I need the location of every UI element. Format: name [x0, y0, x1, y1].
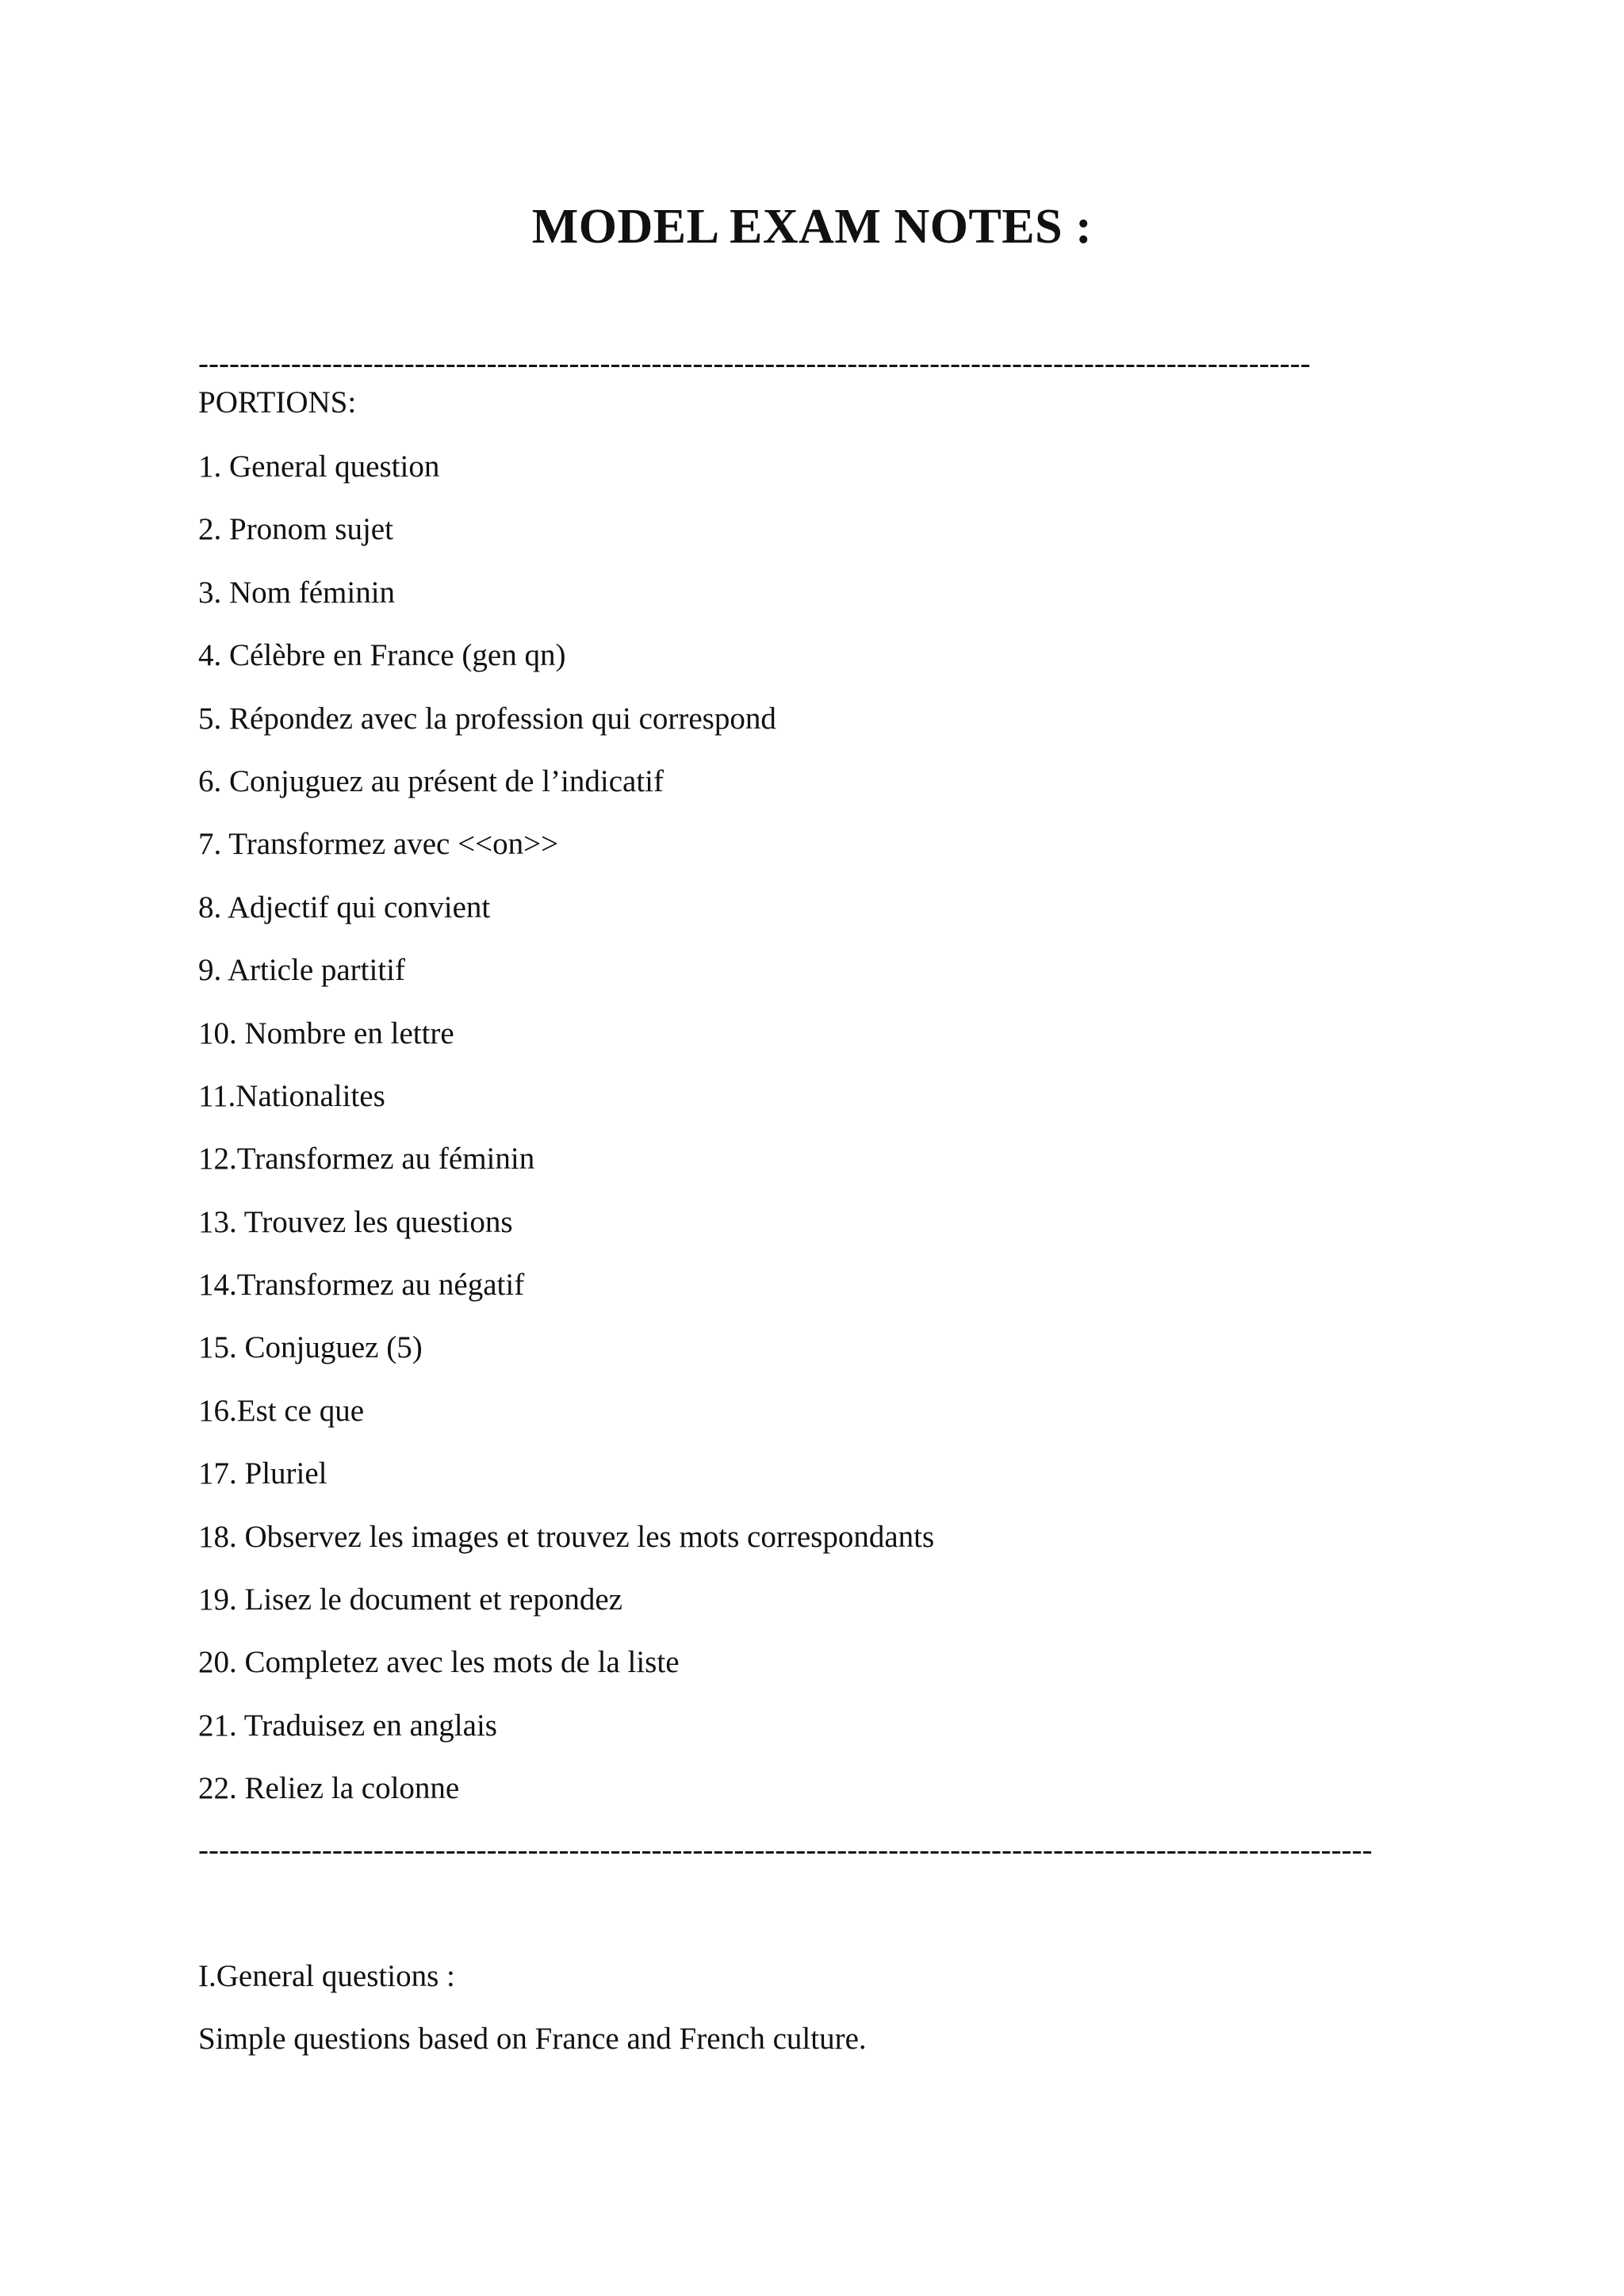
portion-item: 22. Reliez la colonne	[198, 1771, 460, 1806]
portion-item: 18. Observez les images et trouvez les mots correspondants	[198, 1519, 935, 1554]
portion-item: 1. General question	[198, 450, 440, 484]
portion-item: 17. Pluriel	[198, 1456, 327, 1491]
portion-item: 16.Est ce que	[198, 1393, 365, 1428]
portion-item: 3. Nom féminin	[198, 575, 396, 610]
portion-item: 12.Transformez au féminin	[198, 1142, 535, 1177]
portion-item: 19. Lisez le document et repondez	[198, 1582, 622, 1617]
portion-item: 2. Pronom sujet	[198, 512, 393, 547]
portion-item: 8. Adjectif qui convient	[198, 890, 491, 924]
dashed-divider-bottom: ------------------------------------------------------------------------------------------------------------------	[198, 1833, 1373, 1867]
portion-item: 5. Répondez avec la profession qui correspond	[198, 701, 776, 736]
portion-item: 4. Célèbre en France (gen qn)	[198, 638, 566, 673]
dashed-divider-top: ------------------------------------------------------------------------------------------------------------	[198, 346, 1311, 381]
portion-item: 21. Traduisez en anglais	[198, 1708, 497, 1743]
portion-item: 14.Transformez au négatif	[198, 1268, 525, 1303]
portions-list	[198, 448, 934, 1833]
portion-item: 6. Conjuguez au présent de l’indicatif	[198, 763, 664, 798]
portion-item: 10. Nombre en lettre	[198, 1016, 454, 1050]
section-body-text: Simple questions based on France and French culture.	[198, 2022, 867, 2056]
portion-item: 11.Nationalites	[198, 1078, 385, 1113]
portion-item: 9. Article partitif	[198, 953, 406, 988]
portion-item: 15. Conjuguez (5)	[198, 1330, 423, 1365]
portions-heading: PORTIONS:	[198, 385, 357, 419]
portion-item: 13. Trouvez les questions	[198, 1204, 513, 1239]
portion-item: 7. Transformez avec <<on>>	[198, 827, 559, 862]
portion-item: 20. Completez avec les mots de la liste	[198, 1645, 680, 1680]
section-heading-general-questions: I.General questions :	[198, 1959, 455, 1993]
document-title: MODEL EXAM NOTES :	[531, 200, 1093, 254]
